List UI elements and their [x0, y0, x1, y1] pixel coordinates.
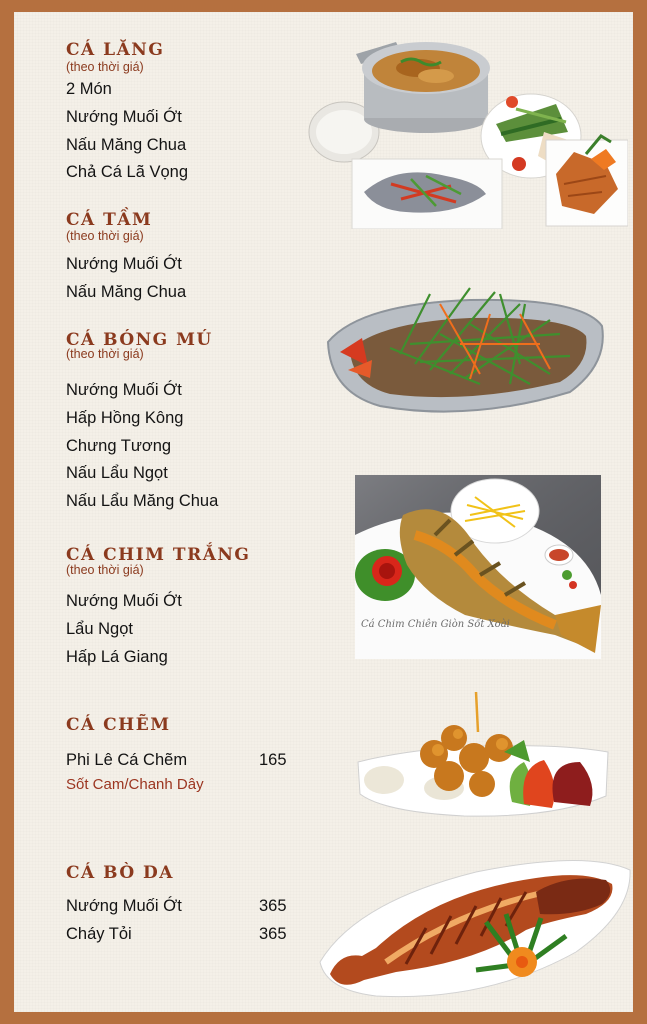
section-title-ca-bong-mu: CÁ BÓNG MÚ [66, 330, 213, 350]
photo-caption: Cá Chim Chiên Giòn Sốt Xoài [361, 619, 510, 630]
menu-item: Lẩu Ngọt [66, 620, 133, 638]
menu-page [14, 12, 633, 1012]
menu-item-price: 365 [259, 925, 287, 943]
menu-item: Nướng Muối Ớt [66, 108, 182, 126]
ca-lang-hotpot-photo [306, 24, 628, 229]
menu-item-price: 365 [259, 897, 287, 915]
section-note-ca-chim-trang: (theo thời giá) [66, 563, 144, 577]
ca-bong-mu-photo [320, 274, 610, 424]
menu-item: Hấp Hồng Kông [66, 409, 184, 427]
section-title-ca-tam: CÁ TẦM [66, 210, 153, 230]
menu-item: Chả Cá Lã Vọng [66, 163, 189, 181]
menu-item: Nướng Muối Ớt [66, 592, 182, 610]
menu-item-price: 165 [259, 751, 287, 769]
menu-item: Nướng Muối Ớt [66, 255, 182, 273]
section-title-ca-bo-da: CÁ BÒ DA [66, 863, 174, 883]
section-note-ca-tam: (theo thời giá) [66, 229, 144, 243]
menu-item: Nấu Lẩu Ngọt [66, 464, 168, 482]
section-title-ca-chim-trang: CÁ CHIM TRẮNG [66, 545, 251, 565]
menu-item: 2 Món [66, 80, 112, 98]
menu-item: Nấu Lẩu Măng Chua [66, 492, 219, 510]
menu-item: Nấu Măng Chua [66, 283, 187, 301]
menu-item: Hấp Lá Giang [66, 648, 168, 666]
section-note-ca-lang: (theo thời giá) [66, 60, 144, 74]
ca-chim-photo [355, 475, 601, 659]
section-title-ca-lang: CÁ LĂNG [66, 40, 165, 60]
ca-chem-photo [354, 692, 614, 822]
section-note-ca-bong-mu: (theo thời giá) [66, 347, 144, 361]
menu-item: Cháy Tỏi [66, 925, 132, 943]
ca-bo-da-photo [316, 852, 632, 1004]
menu-item: Chưng Tương [66, 437, 172, 455]
sauce-option: Sốt Cam/Chanh Dây [66, 776, 204, 793]
menu-item: Nướng Muối Ớt [66, 381, 182, 399]
menu-item: Nấu Măng Chua [66, 136, 187, 154]
section-title-ca-chem: CÁ CHẼM [66, 715, 171, 735]
menu-item: Phi Lê Cá Chẽm [66, 751, 188, 769]
menu-item: Nướng Muối Ớt [66, 897, 182, 915]
